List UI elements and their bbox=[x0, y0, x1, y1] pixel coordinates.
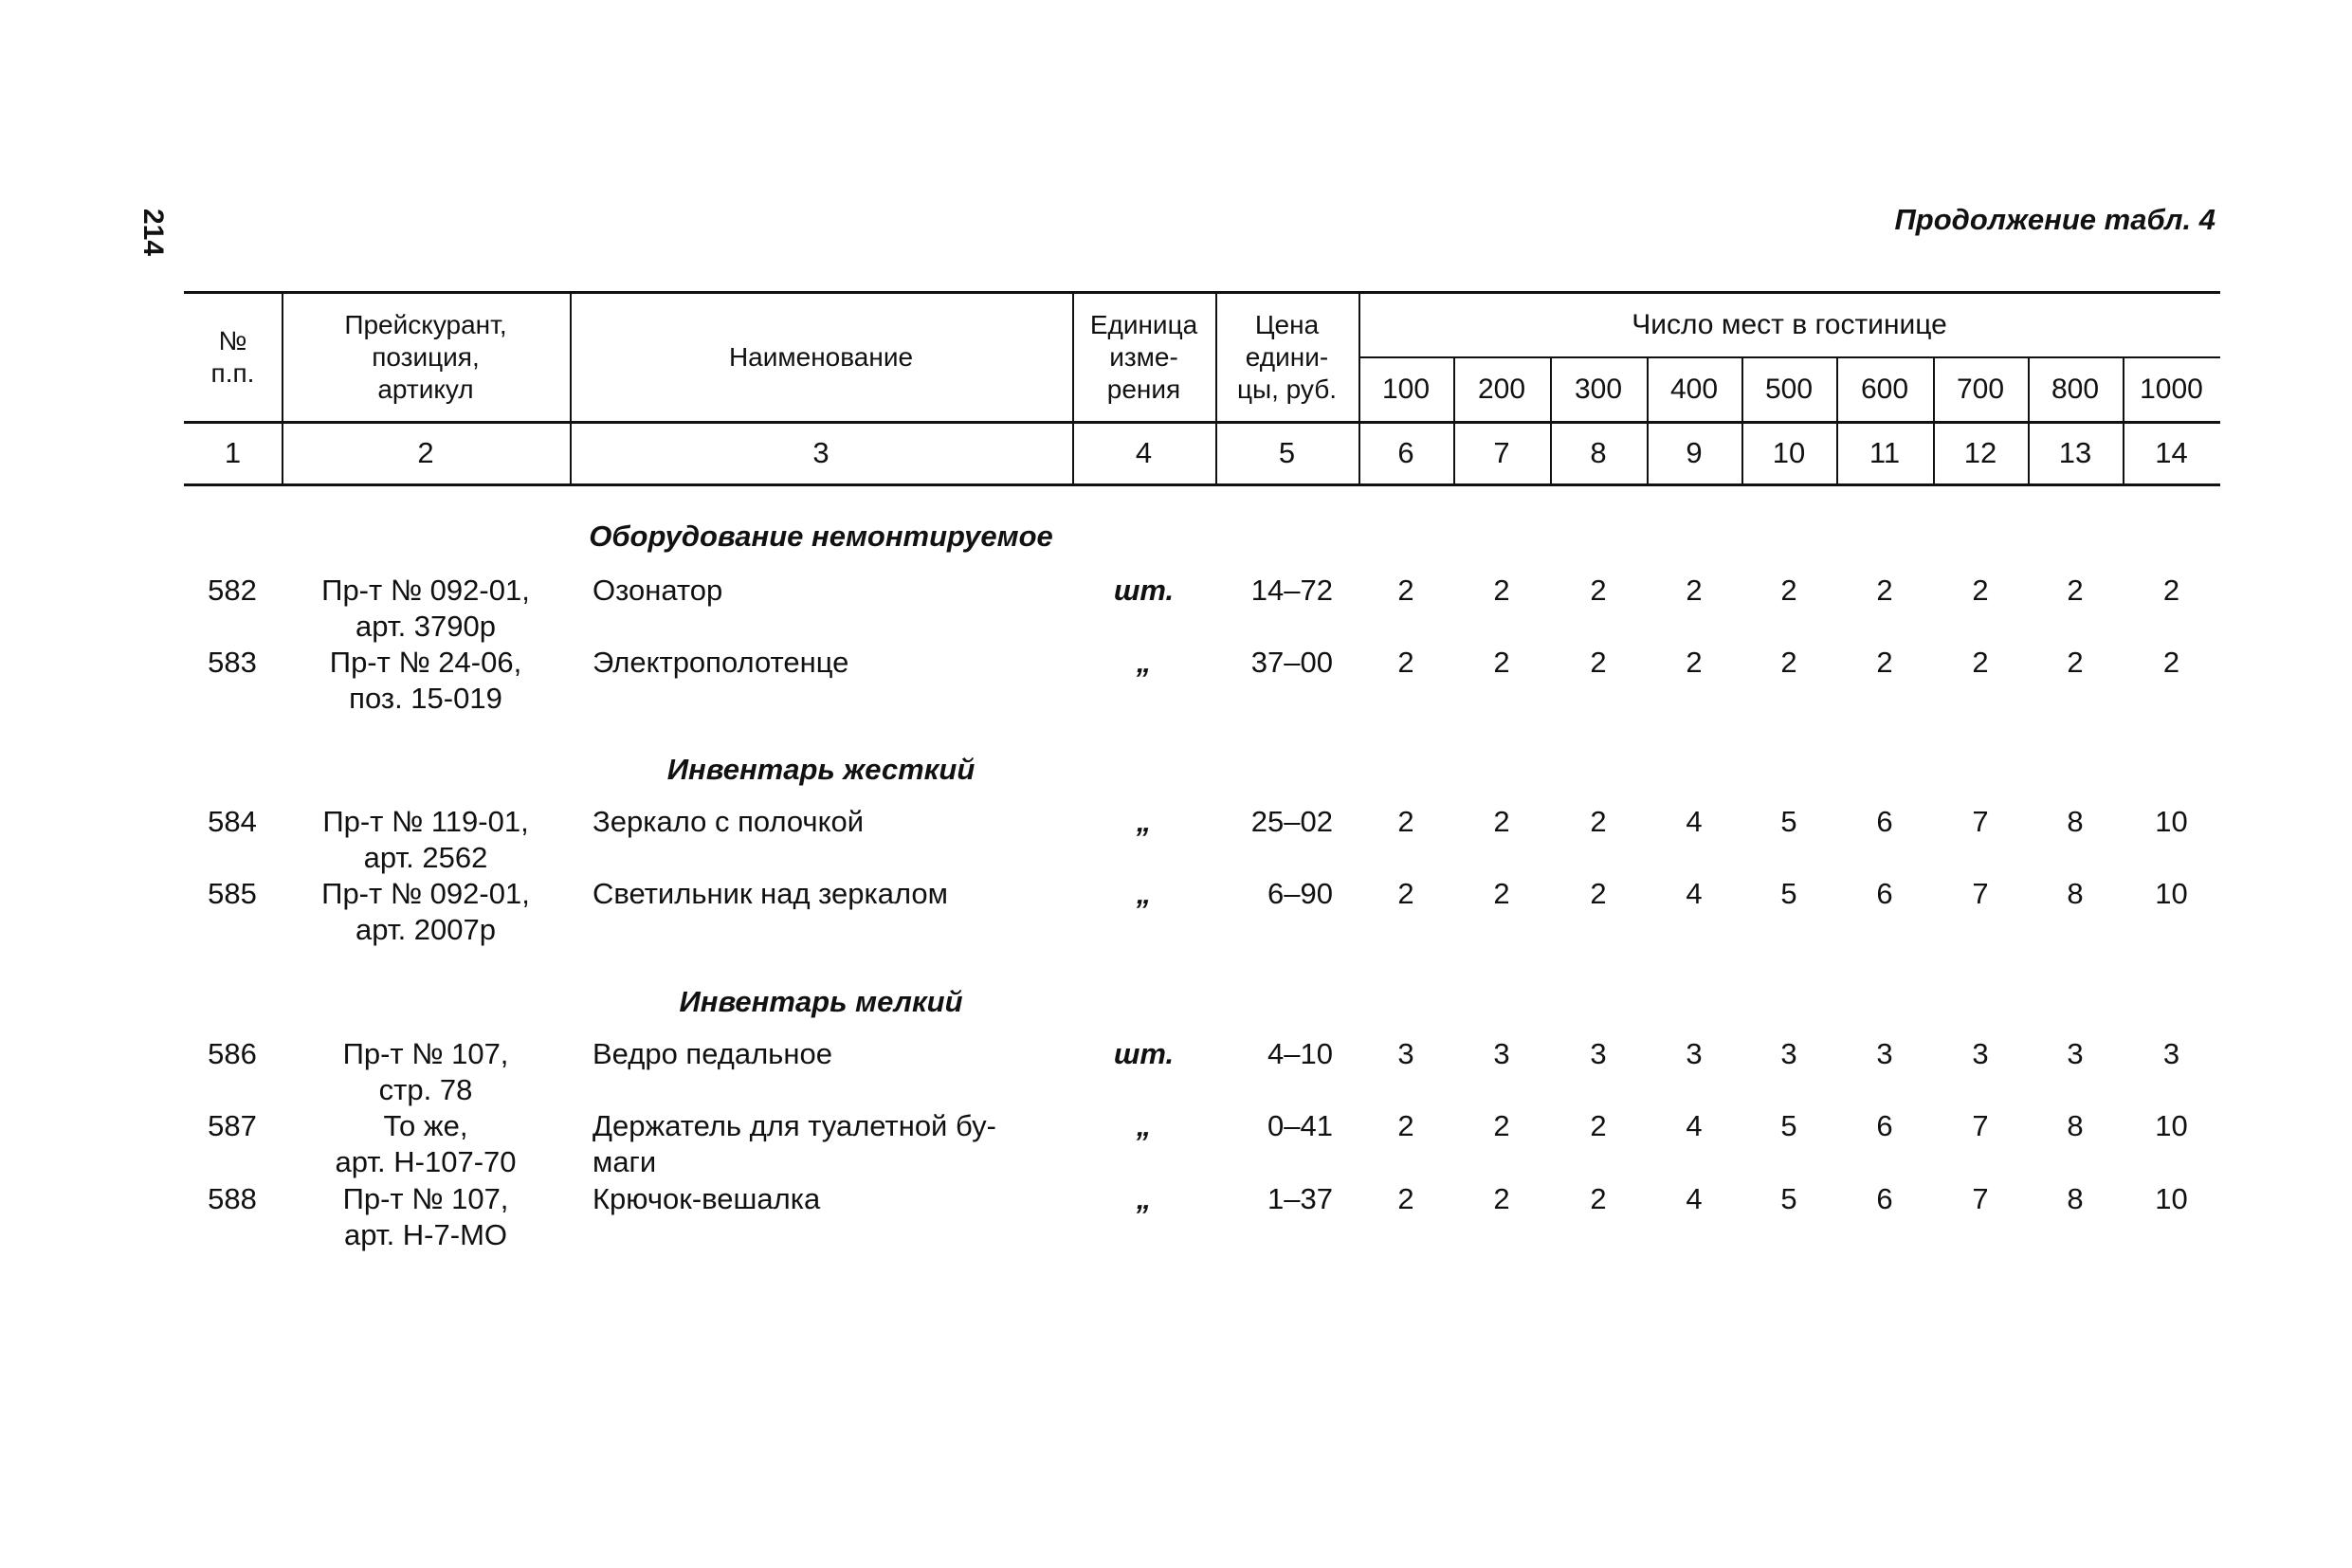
column-number: 12 bbox=[1963, 436, 1997, 469]
count-value: 2 bbox=[1590, 1109, 1607, 1142]
count-value: 7 bbox=[1972, 1182, 1989, 1215]
count-value: 8 bbox=[2067, 1182, 2084, 1215]
item-name: Ведро педальное bbox=[593, 1037, 832, 1070]
unit-price: 4–10 bbox=[1267, 1037, 1333, 1070]
count-value: 2 bbox=[2067, 646, 2084, 679]
table-row bbox=[184, 1181, 2220, 1257]
column-number: 9 bbox=[1686, 436, 1703, 469]
unit-price: 14–72 bbox=[1250, 574, 1333, 607]
count-value: 2 bbox=[1590, 1182, 1607, 1215]
item-name: Озонатор bbox=[593, 574, 723, 607]
table-row bbox=[184, 804, 2220, 880]
header-col1: № п.п. bbox=[210, 326, 255, 388]
table-row bbox=[184, 876, 2220, 952]
header-capacity: 700 bbox=[1956, 374, 2005, 405]
header-col5: Цена едини- цы, руб. bbox=[1236, 310, 1338, 404]
table-row bbox=[184, 1036, 2220, 1112]
count-value: 2 bbox=[1590, 574, 1607, 607]
count-value: 3 bbox=[1397, 1037, 1414, 1070]
header-capacity: 100 bbox=[1381, 374, 1431, 405]
count-value: 3 bbox=[1972, 1037, 1989, 1070]
count-value: 2 bbox=[1397, 805, 1414, 838]
item-name: Держатель для туалетной бу- маги bbox=[593, 1109, 996, 1178]
count-value: 2 bbox=[1397, 877, 1414, 910]
row-number: 585 bbox=[208, 877, 257, 910]
count-value: 2 bbox=[2162, 574, 2180, 607]
unit-price: 0–41 bbox=[1267, 1109, 1333, 1142]
count-value: 2 bbox=[1397, 574, 1414, 607]
unit-price: 1–37 bbox=[1267, 1182, 1333, 1215]
count-value: 3 bbox=[2162, 1037, 2180, 1070]
count-value: 10 bbox=[2155, 1109, 2188, 1142]
count-value: 5 bbox=[1780, 877, 1797, 910]
header-col3: Наименование bbox=[728, 342, 914, 372]
count-value: 2 bbox=[2067, 574, 2084, 607]
header-col4: Единица изме- рения bbox=[1089, 310, 1198, 404]
table-rule bbox=[184, 483, 2220, 486]
unit: „ bbox=[1136, 646, 1152, 679]
section-title: Инвентарь мелкий bbox=[679, 985, 963, 1018]
count-value: 2 bbox=[1397, 646, 1414, 679]
count-value: 3 bbox=[2067, 1037, 2084, 1070]
count-value: 7 bbox=[1972, 877, 1989, 910]
price-list-ref: Пр-т № 107, арт. Н-7-МО bbox=[342, 1182, 509, 1251]
column-number: 5 bbox=[1278, 436, 1296, 469]
row-number: 584 bbox=[208, 805, 257, 838]
count-value: 2 bbox=[1493, 805, 1510, 838]
count-value: 2 bbox=[1876, 646, 1893, 679]
header-capacity-group: Число мест в гостинице bbox=[1632, 309, 1947, 340]
column-number: 3 bbox=[812, 436, 830, 469]
count-value: 3 bbox=[1780, 1037, 1797, 1070]
count-value: 6 bbox=[1876, 1109, 1893, 1142]
count-value: 4 bbox=[1686, 877, 1703, 910]
count-value: 3 bbox=[1590, 1037, 1607, 1070]
count-value: 6 bbox=[1876, 877, 1893, 910]
unit: „ bbox=[1136, 1182, 1152, 1215]
unit: „ bbox=[1136, 805, 1152, 838]
price-list-ref: Пр-т № 107, стр. 78 bbox=[342, 1037, 509, 1106]
count-value: 2 bbox=[1493, 574, 1510, 607]
count-value: 8 bbox=[2067, 805, 2084, 838]
header-capacity: 500 bbox=[1764, 374, 1814, 405]
count-value: 2 bbox=[1972, 646, 1989, 679]
column-number: 8 bbox=[1590, 436, 1607, 469]
count-value: 5 bbox=[1780, 1182, 1797, 1215]
count-value: 2 bbox=[1493, 877, 1510, 910]
unit: шт. bbox=[1113, 574, 1175, 607]
column-number: 2 bbox=[417, 436, 434, 469]
table-row bbox=[184, 1108, 2220, 1184]
row-number: 583 bbox=[208, 646, 257, 679]
header-capacity: 800 bbox=[2051, 374, 2100, 405]
unit-price: 25–02 bbox=[1250, 805, 1333, 838]
count-value: 2 bbox=[1493, 1182, 1510, 1215]
header-capacity: 200 bbox=[1477, 374, 1526, 405]
count-value: 2 bbox=[1397, 1182, 1414, 1215]
count-value: 4 bbox=[1686, 1109, 1703, 1142]
count-value: 2 bbox=[1493, 646, 1510, 679]
price-list-ref: То же, арт. Н-107-70 bbox=[335, 1109, 517, 1178]
unit: „ bbox=[1136, 877, 1152, 910]
row-number: 586 bbox=[208, 1037, 257, 1070]
column-number: 10 bbox=[1772, 436, 1806, 469]
column-number: 13 bbox=[2058, 436, 2092, 469]
unit: „ bbox=[1136, 1109, 1152, 1142]
price-list-ref: Пр-т № 092-01, арт. 3790р bbox=[321, 574, 530, 643]
count-value: 2 bbox=[1780, 646, 1797, 679]
item-name: Электрополотенце bbox=[593, 646, 849, 679]
item-name: Крючок-вешалка bbox=[593, 1182, 821, 1215]
table-row bbox=[184, 645, 2220, 720]
count-value: 2 bbox=[1686, 574, 1703, 607]
item-name: Зеркало с полочкой bbox=[593, 805, 865, 838]
count-value: 10 bbox=[2155, 1182, 2188, 1215]
column-number: 1 bbox=[224, 436, 242, 469]
count-value: 4 bbox=[1686, 1182, 1703, 1215]
price-list-ref: Пр-т № 092-01, арт. 2007р bbox=[321, 877, 530, 946]
count-value: 3 bbox=[1876, 1037, 1893, 1070]
row-number: 588 bbox=[208, 1182, 257, 1215]
count-value: 2 bbox=[1590, 877, 1607, 910]
column-number: 14 bbox=[2155, 436, 2188, 469]
table-row bbox=[184, 573, 2220, 648]
count-value: 2 bbox=[1493, 1109, 1510, 1142]
count-value: 5 bbox=[1780, 1109, 1797, 1142]
section-title: Оборудование немонтируемое bbox=[589, 520, 1053, 553]
column-number: 6 bbox=[1397, 436, 1414, 469]
count-value: 10 bbox=[2155, 877, 2188, 910]
header-capacity: 400 bbox=[1669, 374, 1719, 405]
count-value: 2 bbox=[1590, 646, 1607, 679]
count-value: 2 bbox=[1590, 805, 1607, 838]
column-number: 4 bbox=[1135, 436, 1153, 469]
section-title: Инвентарь жесткий bbox=[666, 753, 975, 786]
row-number: 582 bbox=[208, 574, 257, 607]
header-capacity: 300 bbox=[1574, 374, 1623, 405]
price-list-ref: Пр-т № 119-01, арт. 2562 bbox=[322, 805, 529, 874]
count-value: 3 bbox=[1686, 1037, 1703, 1070]
count-value: 6 bbox=[1876, 1182, 1893, 1215]
count-value: 5 bbox=[1780, 805, 1797, 838]
count-value: 2 bbox=[1780, 574, 1797, 607]
item-name: Светильник над зеркалом bbox=[593, 877, 948, 910]
count-value: 2 bbox=[1876, 574, 1893, 607]
count-value: 7 bbox=[1972, 805, 1989, 838]
count-value: 2 bbox=[1686, 646, 1703, 679]
column-number: 7 bbox=[1493, 436, 1510, 469]
unit-price: 37–00 bbox=[1250, 646, 1333, 679]
table-continuation-label: Продолжение табл. 4 bbox=[1894, 203, 2215, 236]
count-value: 8 bbox=[2067, 1109, 2084, 1142]
count-value: 2 bbox=[1397, 1109, 1414, 1142]
count-value: 7 bbox=[1972, 1109, 1989, 1142]
page-number: 214 bbox=[137, 208, 170, 257]
count-value: 2 bbox=[1972, 574, 1989, 607]
row-number: 587 bbox=[208, 1109, 257, 1142]
price-list-ref: Пр-т № 24-06, поз. 15-019 bbox=[329, 646, 522, 715]
count-value: 3 bbox=[1493, 1037, 1510, 1070]
column-number: 11 bbox=[1869, 436, 1901, 469]
count-value: 2 bbox=[2162, 646, 2180, 679]
unit-price: 6–90 bbox=[1267, 877, 1333, 910]
count-value: 8 bbox=[2067, 877, 2084, 910]
count-value: 10 bbox=[2155, 805, 2188, 838]
count-value: 4 bbox=[1686, 805, 1703, 838]
header-col2: Прейскурант, позиция, артикул bbox=[344, 310, 507, 404]
header-capacity: 600 bbox=[1860, 374, 1909, 405]
header-capacity: 1000 bbox=[2140, 374, 2203, 405]
unit: шт. bbox=[1113, 1037, 1175, 1070]
count-value: 6 bbox=[1876, 805, 1893, 838]
